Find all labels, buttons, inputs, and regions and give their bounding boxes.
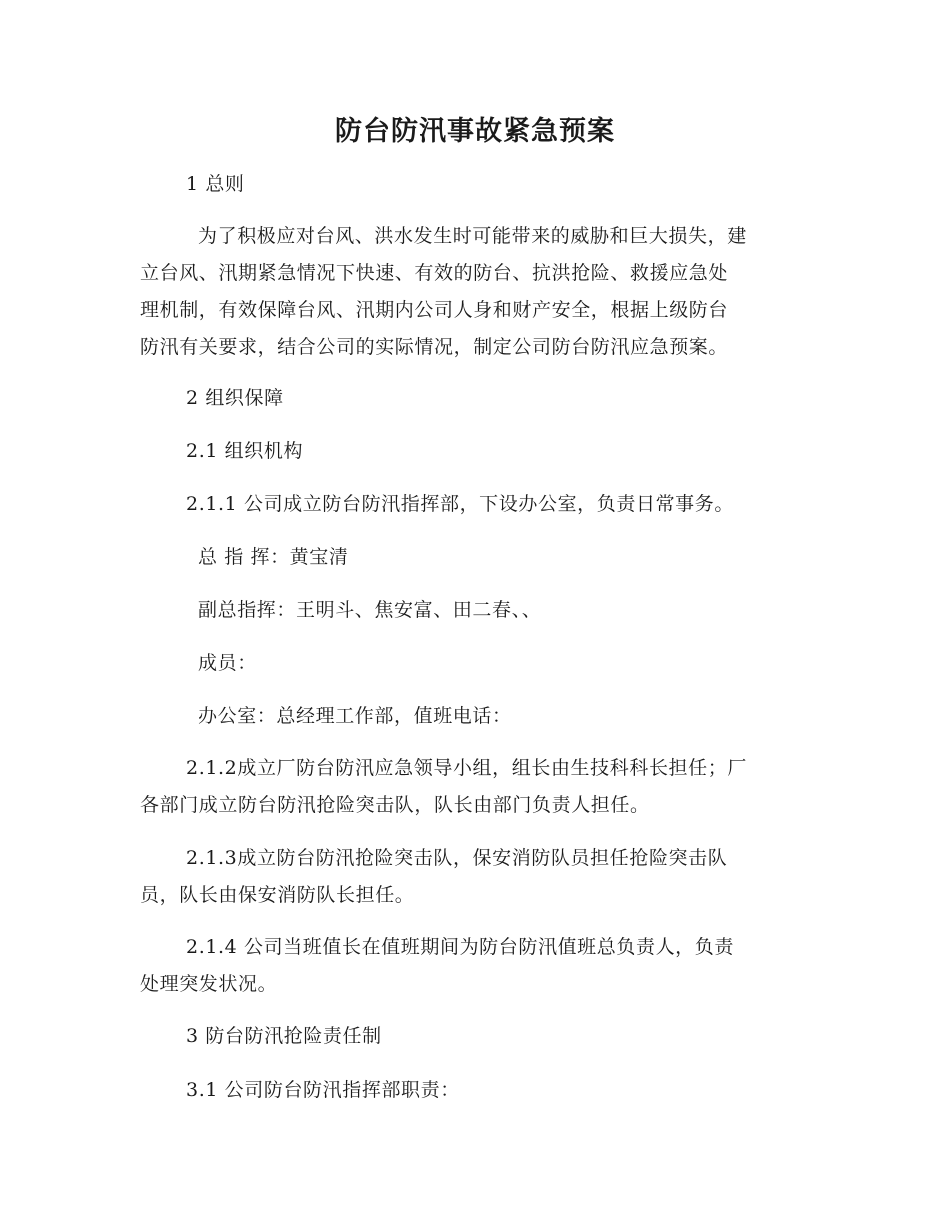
section-2-heading: 2 组织保障	[186, 387, 284, 409]
deputy-commander-line: 副总指挥：王明斗、焦安富、田二春、、	[198, 599, 542, 621]
section-1-paragraph-line-1: 为了积极应对台风、洪水发生时可能带来的威胁和巨大损失，建	[198, 225, 747, 247]
members-line: 成员：	[198, 652, 257, 674]
commander-line: 总 指 挥：黄宝清	[198, 546, 349, 568]
section-2-1-3-line-1: 2.1.3成立防台防汛抢险突击队，保安消防队员担任抢险突击队	[186, 847, 728, 869]
section-2-1-4-line-2: 处理突发状况。	[140, 973, 278, 995]
section-3-heading: 3 防台防汛抢险责任制	[186, 1025, 382, 1047]
section-2-1-heading: 2.1 组织机构	[186, 440, 304, 462]
document-title: 防台防汛事故紧急预案	[335, 116, 615, 147]
section-2-1-4-line-1: 2.1.4 公司当班值长在值班期间为防台防汛值班总负责人，负责	[186, 936, 734, 958]
section-2-1-1-text: 2.1.1 公司成立防台防汛指挥部，下设办公室，负责日常事务。	[186, 493, 734, 515]
section-2-1-3-line-2: 员，队长由保安消防队长担任。	[140, 884, 415, 906]
section-1-heading: 1 总则	[186, 173, 245, 195]
section-1-paragraph-line-3: 理机制，有效保障台风、汛期内公司人身和财产安全，根据上级防台	[140, 299, 729, 321]
section-3-1-heading: 3.1 公司防台防汛指挥部职责：	[186, 1079, 460, 1101]
office-line: 办公室：总经理工作部，值班电话：	[198, 705, 512, 727]
section-2-1-2-line-2: 各部门成立防台防汛抢险突击队，队长由部门负责人担任。	[140, 794, 650, 816]
section-2-1-2-line-1: 2.1.2成立厂防台防汛应急领导小组，组长由生技科科长担任；厂	[186, 757, 747, 779]
section-1-paragraph-line-4: 防汛有关要求，结合公司的实际情况，制定公司防台防汛应急预案。	[140, 336, 729, 358]
section-1-paragraph-line-2: 立台风、汛期紧急情况下快速、有效的防台、抗洪抢险、救援应急处	[140, 262, 729, 284]
